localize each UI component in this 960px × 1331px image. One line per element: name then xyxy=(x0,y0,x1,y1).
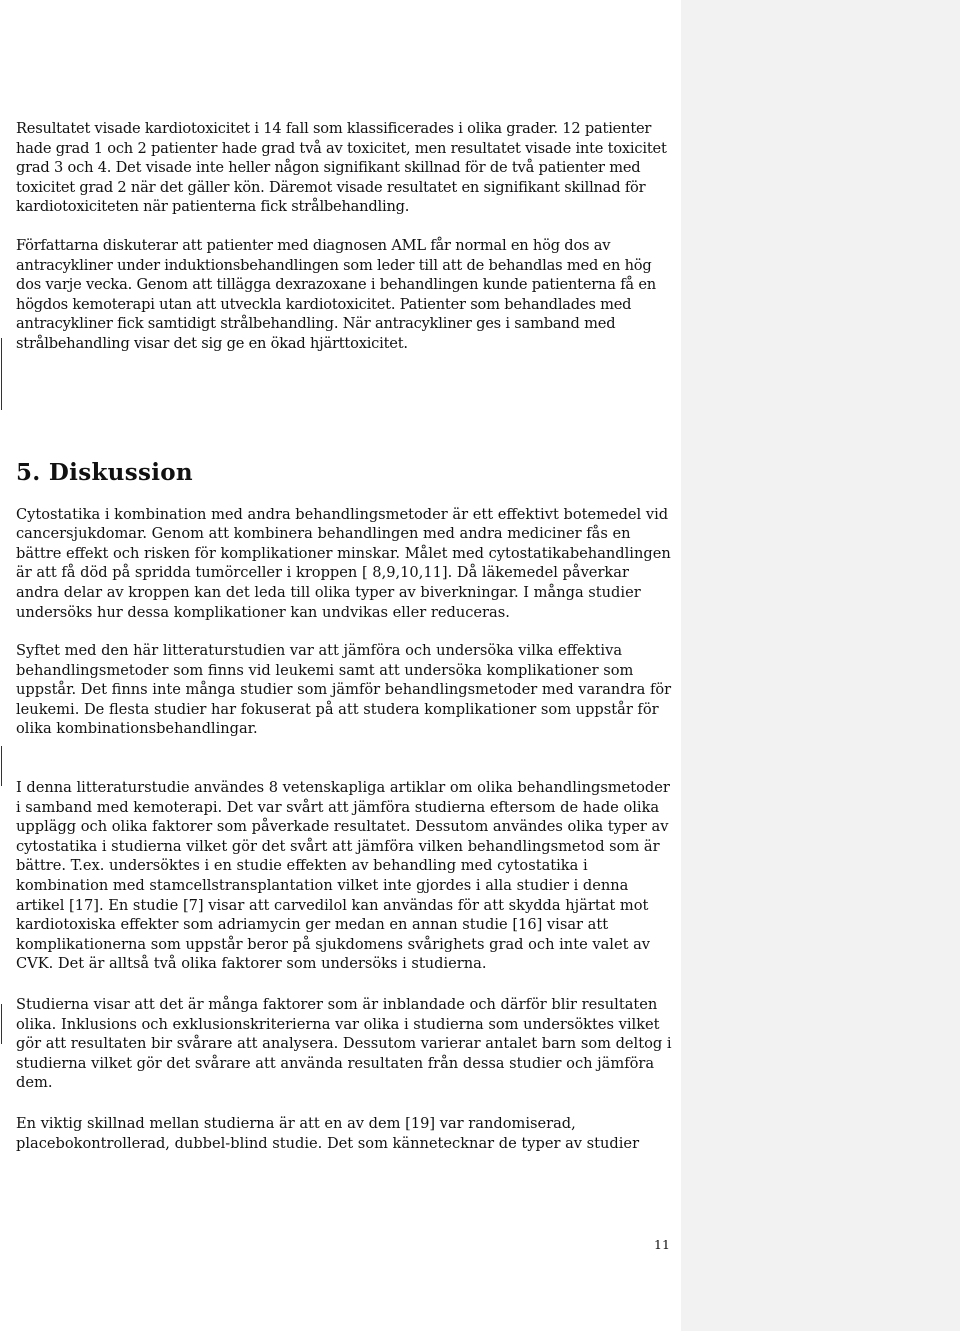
discussion-paragraph: Cytostatika i kombination med andra behandlingsmetoder är ett effektivt botemedel vid cancersjukdomar. Genom att kombinera behandlingen med andra mediciner fås en bättre effekt och risken för komplikationer minskar. Målet med cytostatikabehandlingen är att få död på spridda tumörceller i kroppen [ 8,9,10,11]. Då läkemedel påverkar andra delar av kroppen kan det leda till olika typer av biverkningar. I många studier undersöks hur dessa komplikationer kan undvikas eller reduceras. xyxy=(16,505,671,621)
authors-discussion-paragraph: Författarna diskuterar att patienter med diagnosen AML får normal en hög dos av antracykliner under induktionsbehandlingen som leder till att de behandlas med en hög dos varje vecka. Genom att tillägga dexrazoxane i behandlingen kunde patienterna få en högdos kemoterapi utan att utveckla kardiotoxicitet. Patienter som behandlades med antracykliner fick samtidigt strålbehandling. När antracykliner ges i samband med strålbehandling visar det sig ge en ökad hjärttoxicitet. xyxy=(16,236,656,352)
revision-change-bar xyxy=(1,338,2,410)
revision-change-bar xyxy=(1,746,2,786)
results-paragraph: Resultatet visade kardiotoxicitet i 14 fall som klassificerades i olika grader. 12 patienter hade grad 1 och 2 patienter hade grad två av toxicitet, men resultatet visade inte toxicitet grad 3 och 4. Det visade inte heller någon signifikant skillnad för de två patienter med toxicitet grad 2 när det gäller kön. Däremot visade resultatet en signifikant skillnad för kardiotoxiciteten när patienterna fick strålbehandling. xyxy=(16,120,667,216)
discussion-paragraph: En viktig skillnad mellan studierna är att en av dem [19] var randomiserad, placebokontrollerad, dubbel-blind studie. Det som kännetecknar de typer av studier xyxy=(16,1114,640,1152)
discussion-paragraph: Studierna visar att det är många faktorer som är inblandade och därför blir resultaten olika. Inklusions och exklusionskriterierna var olika i studierna som undersöktes vilket gör att resultaten bir svårare att analysera. Dessutom varierar antalet barn som deltog i studierna vilket gör det svårare att använda resultaten från dessa studier och jämföra dem. xyxy=(16,996,672,1092)
comment-margin-pane xyxy=(681,0,960,1331)
section-heading: 5. Diskussion xyxy=(16,458,193,486)
revision-change-bar xyxy=(1,1004,2,1044)
discussion-paragraph: Syftet med den här litteraturstudien var att jämföra och undersöka vilka effektiva behandlingsmetoder som finns vid leukemi samt att undersöka komplikationer som uppstår. Det finns inte många studier som jämför behandlingsmetoder med varandra för leukemi. De flesta studier har fokuserat på att studera komplikationer som uppstår för olika kombinationsbehandlingar. xyxy=(16,642,672,738)
page-body xyxy=(16,119,676,1153)
discussion-paragraph: I denna litteraturstudie användes 8 vetenskapliga artiklar om olika behandlingsmetoder i samband med kemoterapi. Det var svårt att jämföra studierna eftersom de hade olika upplägg och olika faktorer som påverkade resultatet. Dessutom användes olika typer av cytostatika i studierna vilket gör det svårt att jämföra vilken behandlingsmetod som är bättre. T.ex. undersöktes i en studie effekten av behandling med cytostatika i kombination med stamcellstransplantation vilket inte gjordes i alla studier i denna artikel [17]. En studie [7] visar att carvedilol kan användas för att skydda hjärtat mot kardiotoxiska effekter som adriamycin ger medan en annan studie [16] visar att komplikationerna som uppstår beror på sjukdomens svårighets grad och inte valet av CVK. Det är alltså två olika faktorer som undersöks i studierna. xyxy=(16,779,670,973)
page-number: 11 xyxy=(654,1237,670,1252)
